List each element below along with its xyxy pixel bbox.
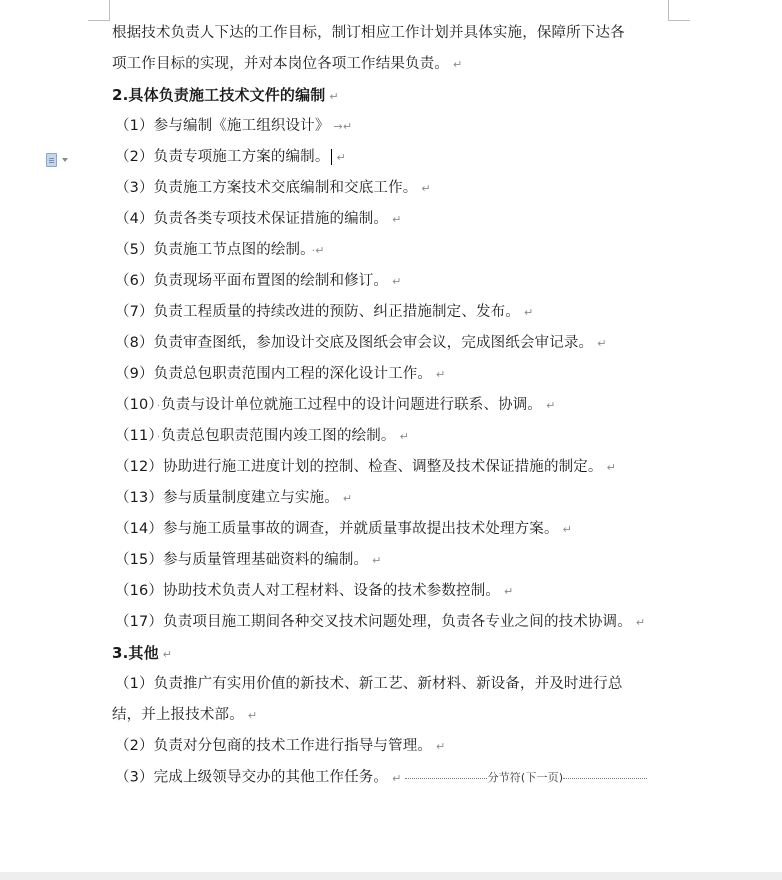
paragraph-mark: ↵ xyxy=(436,368,446,381)
list-item-continuation: 结，并上报技术部。 ↵ xyxy=(112,707,258,723)
list-item: （6）负责现场平面布置图的绘制和修订。 ↵ xyxy=(115,273,402,289)
list-item: （16）协助技术负责人对工程材料、设备的技术参数控制。 ↵ xyxy=(115,583,514,599)
list-item: （11）·负责总包职责范围内竣工图的绘制。 ↵ xyxy=(115,428,409,444)
paragraph-mark: ↵ xyxy=(247,709,258,722)
list-item: （2）负责对分包商的技术工作进行指导与管理。 ↵ xyxy=(115,738,446,754)
section-break-marker: 分节符(下一页) xyxy=(405,762,647,793)
list-item: （5）负责施工节点图的绘制。 ·↵ xyxy=(115,242,325,258)
paragraph-mark: ↵ xyxy=(399,430,409,443)
paragraph-mark: ·↵ xyxy=(311,244,325,257)
paragraph-mark: ↵ xyxy=(392,275,402,288)
text-cursor xyxy=(331,149,332,165)
paragraph-mark: ↵ xyxy=(562,523,572,536)
page-corner-mark xyxy=(109,0,110,21)
list-item: （17）负责项目施工期间各种交叉技术问题处理，负责各专业之间的技术协调。 ↵ xyxy=(115,614,646,630)
document-options-icon[interactable] xyxy=(46,153,72,169)
tab-paragraph-mark: →↵ xyxy=(333,120,353,133)
paragraph-mark: ↵ xyxy=(523,306,534,319)
list-item: （8）负责审查图纸，参加设计交底及图纸会审会议，完成图纸会审记录。 ↵ xyxy=(115,335,607,351)
paragraph-mark: ↵ xyxy=(597,337,607,350)
paragraph-mark: ↵ xyxy=(421,182,431,195)
paragraph-mark: ↵ xyxy=(504,585,514,598)
paragraph-mark: ↵ xyxy=(392,771,402,785)
paragraph-mark: ↵ xyxy=(546,399,556,412)
list-item: （13）参与质量制度建立与实施。 ↵ xyxy=(115,490,353,506)
list-item: （1）负责推广有实用价值的新技术、新工艺、新材料、新设备，并及时进行总 xyxy=(115,676,623,692)
paragraph-mark: ↵ xyxy=(452,58,463,71)
list-item: （10）·负责与设计单位就施工过程中的设计问题进行联系、协调。 ↵ xyxy=(115,397,556,413)
paragraph-mark: ↵ xyxy=(329,90,339,103)
list-item: （7）负责工程质量的持续改进的预防、纠正措施制定、发布。 ↵ xyxy=(115,304,534,320)
list-item: （9）负责总包职责范围内工程的深化设计工作。 ↵ xyxy=(115,366,446,382)
list-item: （15）参与质量管理基础资料的编制。 ↵ xyxy=(115,552,382,568)
paragraph-mark: ↵ xyxy=(162,648,173,661)
list-item: （3）负责施工方案技术交底编制和交底工作。 ↵ xyxy=(115,180,431,196)
paragraph-mark: ↵ xyxy=(635,616,646,629)
list-item: （1）参与编制《施工组织设计》 →↵ xyxy=(115,118,353,134)
paragraph-line: 项工作目标的实现，并对本岗位各项工作结果负责。 ↵ xyxy=(112,56,463,72)
section-heading: 2.具体负责施工技术文件的编制 ↵ xyxy=(112,86,339,104)
page-corner-mark xyxy=(88,20,110,21)
paragraph-mark: ↵ xyxy=(606,461,616,474)
space-mark: · xyxy=(156,401,161,412)
space-mark: · xyxy=(156,432,161,443)
document-body[interactable] xyxy=(112,18,672,793)
list-item: （14）参与施工质量事故的调查，并就质量事故提出技术处理方案。 ↵ xyxy=(115,521,572,537)
chevron-down-icon xyxy=(62,158,68,162)
list-item: （4）负责各类专项技术保证措施的编制。 ↵ xyxy=(115,211,402,227)
paragraph-mark: ↵ xyxy=(436,740,446,753)
list-item: （2）负责专项施工方案的编制。 ↵ xyxy=(115,149,346,165)
section-heading: 3.其他 ↵ xyxy=(112,644,173,662)
list-item: （12）协助进行施工进度计划的控制、检查、调整及技术保证措施的制定。 ↵ xyxy=(115,459,616,475)
list-item: （3）完成上级领导交办的其他工作任务。 ↵ 分节符(下一页) xyxy=(112,762,672,793)
paragraph-mark: ↵ xyxy=(372,554,382,567)
paragraph-mark: ↵ xyxy=(392,213,402,226)
paragraph-line: 根据技术负责人下达的工作目标，制订相应工作计划并具体实施，保障所下达各 xyxy=(112,25,625,41)
paragraph-mark: ↵ xyxy=(336,151,346,164)
paragraph-mark: ↵ xyxy=(342,492,353,505)
page-bottom-edge xyxy=(0,872,782,880)
